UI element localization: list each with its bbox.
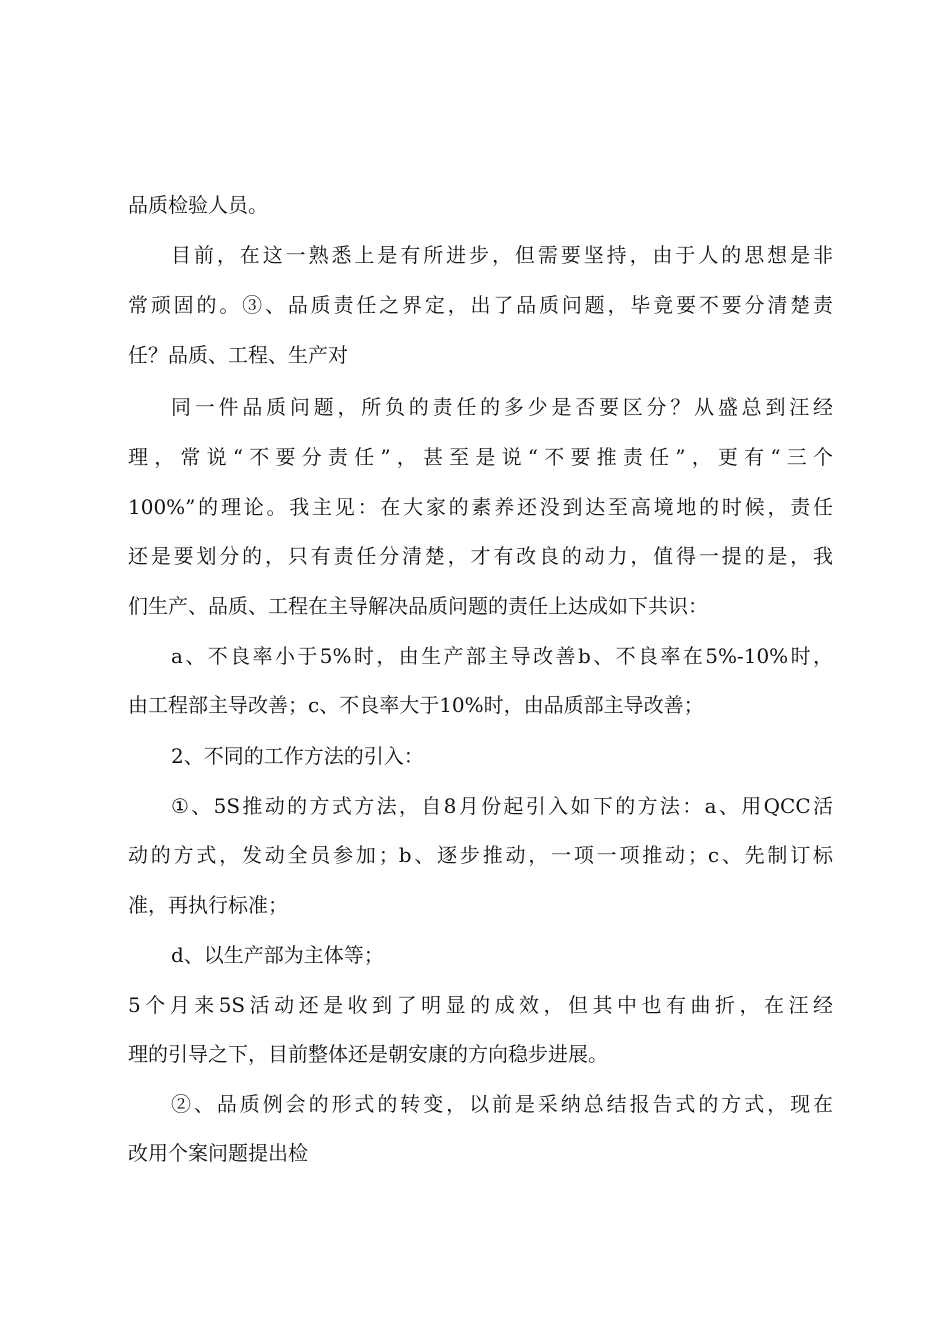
text-line: 还是要划分的，只有责任分清楚，才有改良的动力，值得一提的是，我 — [128, 544, 833, 568]
text-line: 改用个案问题提出检 — [128, 1141, 308, 1165]
text-line: 任？品质、工程、生产对 — [128, 343, 348, 367]
text-line: d、以生产部为主体等； — [171, 943, 384, 967]
text-line: 理，常说“不要分责任”，甚至是说“不要推责任”，更有“三个 — [128, 445, 833, 469]
text-line: 理的引导之下，目前整体还是朝安康的方向稳步进展。 — [128, 1042, 608, 1066]
text-line: 们生产、品质、工程在主导解决品质问题的责任上达成如下共识： — [128, 594, 708, 618]
text-line: 同一件品质问题，所负的责任的多少是否要区分？从盛总到汪经 — [171, 395, 833, 419]
text-line: ②、品质例会的形式的转变，以前是采纳总结报告式的方式，现在 — [171, 1092, 833, 1116]
text-line: 5个月来5S活动还是收到了明显的成效，但其中也有曲折，在汪经 — [128, 993, 833, 1017]
text-line: 由工程部主导改善；c、不良率大于10%时，由品质部主导改善； — [128, 693, 704, 717]
text-line: 品质检验人员。 — [128, 193, 268, 217]
text-line: 常顽固的。③、品质责任之界定，出了品质问题，毕竟要不要分清楚责 — [128, 293, 833, 317]
text-line: 动的方式，发动全员参加；b、逐步推动，一项一项推动；c、先制订标 — [128, 843, 833, 867]
text-line: 2、不同的工作方法的引入： — [171, 744, 424, 768]
text-line: 目前，在这一熟悉上是有所进步，但需要坚持，由于人的思想是非 — [171, 243, 833, 267]
text-line: 准，再执行标准； — [128, 893, 288, 917]
text-line: ①、5S推动的方式方法，自8月份起引入如下的方法：a、用QCC活 — [171, 794, 833, 818]
text-line: a、不良率小于5%时，由生产部主导改善b、不良率在5%-10%时， — [171, 644, 833, 668]
text-line: 100%”的理论。我主见：在大家的素养还没到达至高境地的时候，责任 — [128, 495, 833, 519]
